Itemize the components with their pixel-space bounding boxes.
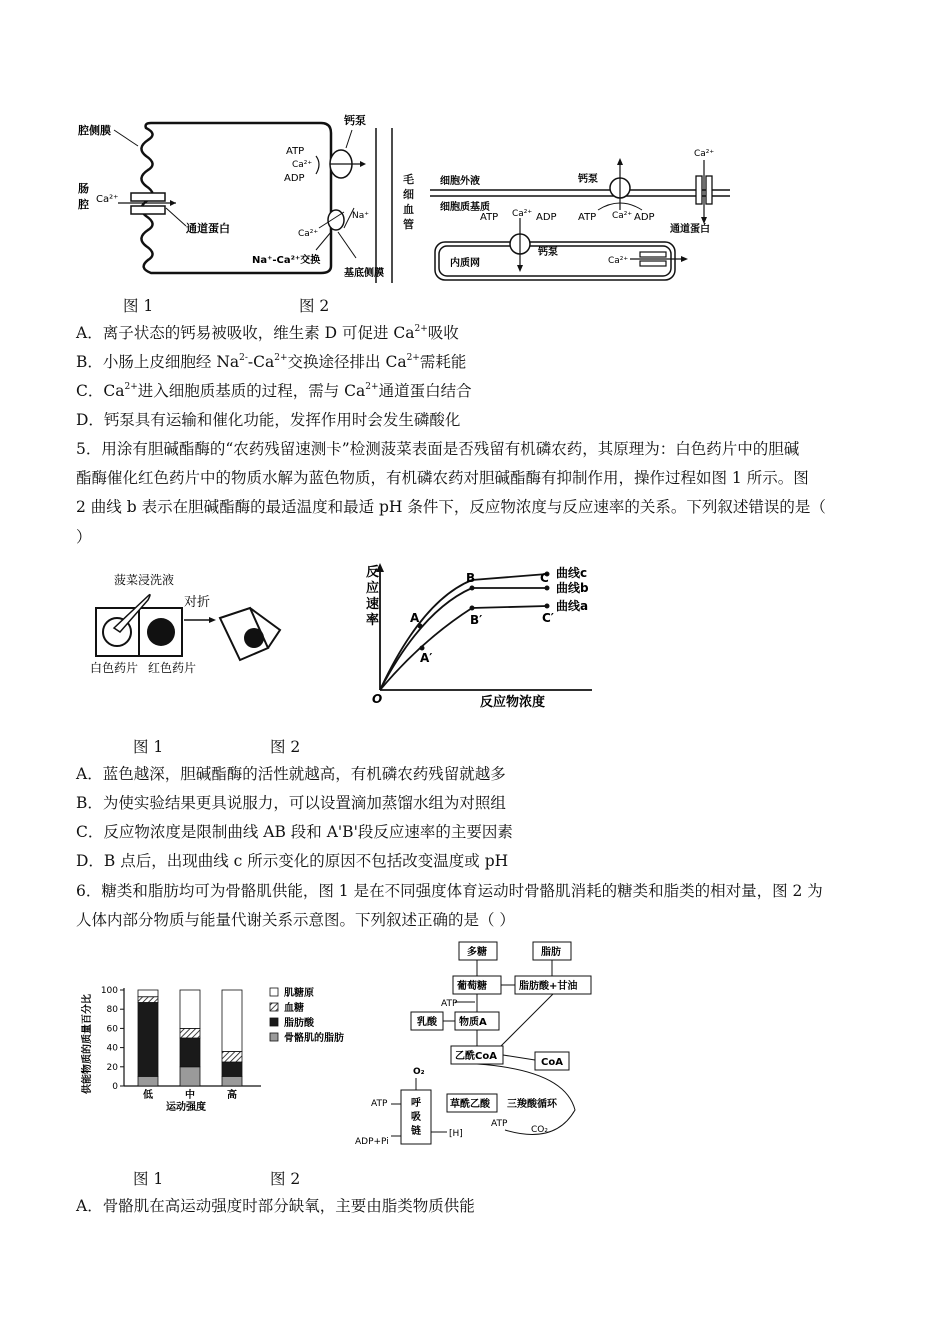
fa-glycerol-box: 脂肪酸+甘油: [519, 981, 578, 992]
basolateral-label: 基底侧膜: [344, 268, 384, 279]
q6-legend-swatch: [270, 1018, 278, 1026]
tca-label: 三羧酸循环: [507, 1099, 557, 1110]
ca-label-er: Ca²⁺: [512, 209, 533, 219]
atp-label: ATP: [286, 146, 305, 157]
resp-label-2: 吸: [411, 1112, 421, 1123]
q6-y-tick-label: 0: [112, 1082, 118, 1092]
exchange-label: Na⁺-Ca²⁺交换: [252, 255, 321, 266]
q6-figure-1-chart: [76, 978, 376, 1118]
q5-option-c: C．反应物浓度是限制曲线 AB 段和 A'B'段反应速率的主要因素: [76, 823, 513, 841]
polysaccharide-box: 多糖: [467, 947, 487, 958]
q5-option-a: A．蓝色越深，胆碱酯酶的活性就越高，有机磷农药残留就越多: [76, 765, 506, 783]
channel-label: 通道蛋白: [186, 222, 230, 235]
q6-y-tick-label: 80: [106, 1005, 118, 1016]
ylabel-1: 反: [366, 565, 380, 580]
intestine-lumen-label-1: 肠: [78, 182, 89, 195]
q6-caption-2: 图 2: [270, 1170, 301, 1188]
q6-caption-1: 图 1: [133, 1170, 164, 1188]
q6-bar-segment: [180, 1028, 200, 1038]
substance-a-box: 物质A: [459, 1017, 487, 1028]
point-b-prime: B′: [470, 613, 483, 627]
atp-label-er: ATP: [480, 212, 499, 223]
resp-label-3: 链: [411, 1126, 421, 1137]
q5-caption-1: 图 1: [133, 738, 164, 756]
q6-category-label: 中: [185, 1090, 195, 1101]
resp-label-1: 呼: [411, 1098, 421, 1109]
q6-stem-line-2: 人体内部分物质与能量代谢关系示意图。下列叙述正确的是（ ）: [76, 911, 515, 929]
origin-label: O: [372, 692, 383, 706]
ca-label-top: Ca²⁺: [612, 211, 633, 221]
pump-label-er: 钙泵: [538, 247, 558, 258]
ca-label-pump: Ca²⁺: [292, 160, 313, 170]
atp-label-2: ATP: [371, 1099, 388, 1109]
pump-label-top: 钙泵: [578, 174, 598, 185]
q6-legend-swatch: [270, 1033, 278, 1041]
q6-y-tick-label: 40: [106, 1043, 118, 1054]
q4-option-c: C．$Ca^{2+}$进入细胞质基质的过程，需与 $Ca^{2+}$通道蛋白结合: [76, 382, 472, 400]
adp-pi-label: ADP+Pi: [355, 1137, 389, 1147]
q6-y-tick-label: 100: [100, 986, 118, 996]
ca-label-channel: Ca²⁺: [694, 149, 715, 159]
capillary-label: 毛细血管: [403, 173, 414, 231]
acetyl-coa-box: 乙酰CoA: [455, 1051, 497, 1062]
intestine-lumen-label-2: 腔: [78, 198, 89, 211]
adp-label-er: ADP: [536, 212, 557, 223]
q5-stem-line-3: 2 曲线 b 表示在胆碱酯酶的最适温度和最适 pH 条件下，反应物浓度与反应速率的关系。下列叙述错误的是（: [76, 498, 826, 516]
q6-legend-swatch: [270, 1003, 278, 1011]
curve-a-label: 曲线a: [556, 599, 589, 613]
glucose-box: 葡萄糖: [457, 981, 487, 992]
q6-bar-segment: [222, 990, 242, 1051]
q6-bar-segment: [138, 1076, 158, 1086]
q6-bar-segment: [222, 1051, 242, 1062]
extracellular-label: 细胞外液: [440, 176, 480, 187]
point-b: B: [466, 571, 476, 585]
adp-label: ADP: [284, 173, 305, 184]
red-tablet-label: 红色药片: [148, 661, 197, 675]
fat-box: 脂肪: [541, 947, 561, 958]
ca-label-er-channel: Ca²⁺: [608, 256, 629, 266]
lactate-box: 乳酸: [417, 1017, 437, 1028]
q4-figure-1: [76, 108, 396, 283]
q6-bar-segment: [180, 1067, 200, 1086]
lumen-membrane-label: 腔侧膜: [78, 124, 111, 137]
na-label: Na⁺: [352, 211, 369, 221]
q6-bar-segment: [180, 990, 200, 1028]
white-tablet-label: 白色药片: [90, 661, 139, 675]
ylabel-3: 速: [366, 597, 380, 612]
q6-bar-segment: [180, 1038, 200, 1067]
coa-box: CoA: [541, 1057, 563, 1068]
q5-stem-line-2: 酯酶催化红色药片中的物质水解为蓝色物质，有机磷农药对胆碱酯酶有抑制作用，操作过程如图 1 所示。图: [76, 469, 809, 487]
co2-label: CO₂: [531, 1125, 548, 1135]
ylabel-2: 应: [366, 581, 380, 596]
atp-label-1: ATP: [441, 999, 458, 1009]
q6-legend-label: 血糖: [284, 1003, 304, 1014]
q6-category-label: 低: [143, 1090, 153, 1101]
q5-figure-1: [90, 570, 290, 680]
oaa-box: 草酰乙酸: [450, 1099, 490, 1110]
matrix-label: 细胞质基质: [440, 202, 490, 213]
q5-stem-line-1: 5．用涂有胆碱酯酶的“农药残留速测卡”检测菠菜表面是否残留有机磷农药，其原理为：白色药片中的胆碱: [76, 440, 800, 458]
q6-ylabel: 供能物质的质量百分比: [82, 994, 93, 1094]
q4-option-a: A．离子状态的钙易被吸收，维生素 D 可促进 $Ca^{2+}$吸收: [76, 324, 459, 342]
q6-legend-label: 骨骼肌的脂肪: [284, 1033, 344, 1044]
q6-legend-swatch: [270, 988, 278, 996]
q6-legend-label: 肌糖原: [284, 988, 314, 999]
fold-label: 对折: [184, 595, 211, 610]
q4-option-d: D．钙泵具有运输和催化功能，发挥作用时会发生磷酸化: [76, 411, 461, 429]
h-label: [H]: [449, 1129, 463, 1139]
q4-figure-2: [430, 140, 740, 285]
atp-label-3: ATP: [491, 1119, 508, 1129]
point-a: A: [410, 611, 420, 625]
q6-legend-label: 脂肪酸: [284, 1018, 314, 1029]
atp-label-top: ATP: [578, 212, 597, 223]
q6-bar-segment: [222, 1062, 242, 1076]
q5-stem-line-4: ）: [76, 528, 92, 546]
q6-bar-segment: [138, 990, 158, 997]
q6-figure-2: [355, 940, 605, 1155]
pump-label: 钙泵: [344, 114, 366, 127]
er-label: 内质网: [450, 258, 480, 269]
q5-option-d: D．B 点后，出现曲线 c 所示变化的原因不包括改变温度或 pH: [76, 852, 509, 870]
q5-figure-2: [362, 560, 602, 710]
point-c-top: C: [540, 571, 549, 585]
q6-y-tick-label: 60: [106, 1024, 118, 1035]
point-c-prime: C′: [542, 611, 554, 625]
q6-xlabel: 运动强度: [166, 1102, 206, 1113]
q5-option-b: B．为使实验结果更具说服力，可以设置滴加蒸馏水组为对照组: [76, 794, 506, 812]
q6-bar-segment: [138, 1002, 158, 1076]
q6-stem-line-1: 6．糖类和脂肪均可为骨骼肌供能，图 1 是在不同强度体育运动时骨骼肌消耗的糖类和脂类的相对量，图 2 为: [76, 882, 823, 900]
q6-category-label: 高: [227, 1090, 237, 1101]
q6-option-a: A．骨骼肌在高运动强度时部分缺氧，主要由脂类物质供能: [76, 1197, 475, 1215]
q6-bar-segment: [138, 997, 158, 1003]
ca-label-lumen: Ca²⁺: [96, 194, 119, 205]
o2-label: O₂: [413, 1067, 425, 1077]
xlabel: 反应物浓度: [480, 695, 546, 710]
q5-caption-2: 图 2: [270, 738, 301, 756]
channel-label-2: 通道蛋白: [670, 224, 710, 235]
point-a-prime: A′: [420, 651, 433, 665]
q4-option-b: B．小肠上皮细胞经 $Na^{2-}-Ca^{2+}$交换途径排出 $Ca^{2+}$需耗能: [76, 353, 467, 371]
q6-bar-segment: [222, 1076, 242, 1086]
curve-c-label: 曲线c: [556, 566, 588, 580]
q4-caption-1: 图 1: [123, 297, 154, 315]
ylabel-4: 率: [366, 613, 380, 628]
ca-label-exchange: Ca²⁺: [298, 229, 319, 239]
q6-y-tick-label: 20: [106, 1062, 118, 1073]
wash-label: 菠菜浸洗液: [114, 573, 175, 587]
q4-caption-2: 图 2: [299, 297, 330, 315]
curve-b-label: 曲线b: [556, 581, 589, 595]
adp-label-top: ADP: [634, 212, 655, 223]
